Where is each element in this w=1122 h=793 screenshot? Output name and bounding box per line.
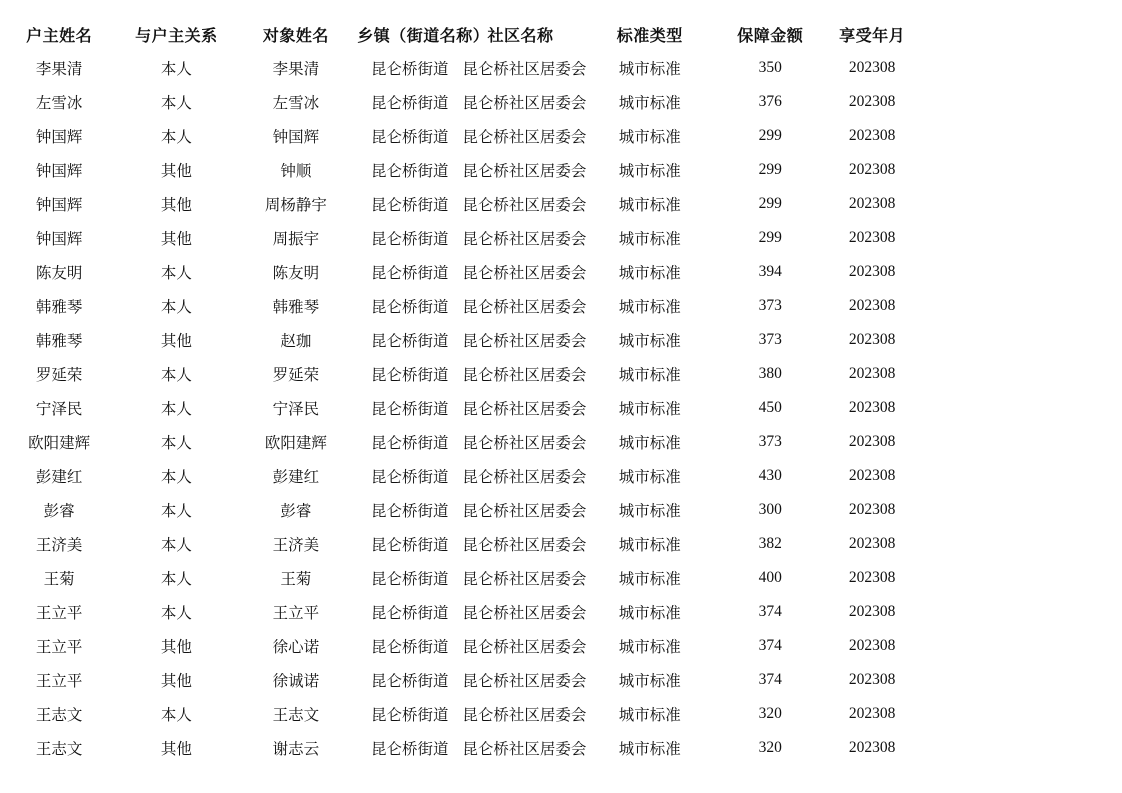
relation-cell: 本人 (160, 536, 192, 554)
amount-cell: 300 (758, 501, 782, 518)
relation-cell: 本人 (160, 366, 192, 384)
subdistrict-cell: 昆仑桥街道 (371, 570, 449, 588)
community-cell: 昆仑桥社区居委会 (462, 536, 587, 554)
header-householder-name: 户主姓名 (26, 25, 93, 45)
community-cell: 昆仑桥社区居委会 (462, 604, 587, 622)
standard-type-cell: 城市标准 (618, 94, 681, 112)
recipient-name-cell: 王立平 (272, 604, 320, 622)
standard-type-cell: 城市标准 (618, 400, 681, 418)
community-cell: 昆仑桥社区居委会 (462, 502, 587, 520)
relation-cell: 其他 (160, 740, 192, 758)
standard-type-cell: 城市标准 (618, 672, 681, 690)
standard-type-cell: 城市标准 (618, 570, 681, 588)
householder-name-cell: 王志文 (35, 740, 83, 758)
amount-cell: 380 (758, 365, 782, 382)
subdistrict-cell: 昆仑桥街道 (371, 706, 449, 724)
header-amount: 保障金额 (737, 25, 804, 45)
relation-cell: 本人 (160, 468, 192, 486)
relation-cell: 本人 (160, 94, 192, 112)
amount-cell: 400 (758, 569, 782, 586)
relation-cell: 本人 (160, 604, 192, 622)
header-standard-type: 标准类型 (616, 25, 683, 45)
standard-type-cell: 城市标准 (618, 434, 681, 452)
subdistrict-cell: 昆仑桥街道 (371, 332, 449, 350)
householder-name-cell: 宁泽民 (35, 400, 83, 418)
benefit-month-cell: 202308 (848, 229, 896, 246)
benefit-month-cell: 202308 (848, 535, 896, 552)
table-row (0, 527, 1030, 561)
table-row (0, 459, 1030, 493)
benefit-month-cell: 202308 (848, 263, 896, 280)
community-cell: 昆仑桥社区居委会 (462, 672, 587, 690)
recipient-name-cell: 周杨静宇 (264, 196, 327, 214)
recipient-name-cell: 王济美 (272, 536, 320, 554)
subdistrict-cell: 昆仑桥街道 (371, 264, 449, 282)
amount-cell: 374 (758, 603, 782, 620)
community-cell: 昆仑桥社区居委会 (462, 332, 587, 350)
amount-cell: 299 (758, 195, 782, 212)
subdistrict-cell: 昆仑桥街道 (371, 672, 449, 690)
table-row (0, 595, 1030, 629)
table-row (0, 391, 1030, 425)
amount-cell: 373 (758, 297, 782, 314)
householder-name-cell: 欧阳建辉 (28, 434, 91, 452)
recipient-name-cell: 陈友明 (272, 264, 320, 282)
subdistrict-cell: 昆仑桥街道 (371, 366, 449, 384)
recipient-name-cell: 左雪冰 (272, 94, 320, 112)
community-cell: 昆仑桥社区居委会 (462, 434, 587, 452)
benefit-month-cell: 202308 (848, 433, 896, 450)
table-row (0, 323, 1030, 357)
community-cell: 昆仑桥社区居委会 (462, 196, 587, 214)
table-row (0, 119, 1030, 153)
amount-cell: 320 (758, 705, 782, 722)
amount-cell: 373 (758, 433, 782, 450)
amount-cell: 430 (758, 467, 782, 484)
recipient-name-cell: 宁泽民 (272, 400, 320, 418)
benefit-month-cell: 202308 (848, 705, 896, 722)
benefit-month-cell: 202308 (848, 637, 896, 654)
community-cell: 昆仑桥社区居委会 (462, 740, 587, 758)
header-community: 社区名称 (487, 25, 554, 45)
recipient-name-cell: 韩雅琴 (272, 298, 320, 316)
householder-name-cell: 王志文 (35, 706, 83, 724)
amount-cell: 350 (758, 59, 782, 76)
amount-cell: 450 (758, 399, 782, 416)
standard-type-cell: 城市标准 (618, 468, 681, 486)
amount-cell: 374 (758, 637, 782, 654)
standard-type-cell: 城市标准 (618, 536, 681, 554)
recipient-name-cell: 徐诚诺 (272, 672, 320, 690)
table-row (0, 153, 1030, 187)
amount-cell: 299 (758, 229, 782, 246)
recipient-name-cell: 赵珈 (280, 332, 312, 350)
amount-cell: 382 (758, 535, 782, 552)
subdistrict-cell: 昆仑桥街道 (371, 638, 449, 656)
benefit-month-cell: 202308 (848, 501, 896, 518)
benefit-month-cell: 202308 (848, 127, 896, 144)
standard-type-cell: 城市标准 (618, 298, 681, 316)
standard-type-cell: 城市标准 (618, 502, 681, 520)
householder-name-cell: 韩雅琴 (35, 332, 83, 350)
householder-name-cell: 王立平 (35, 638, 83, 656)
subdistrict-cell: 昆仑桥街道 (371, 230, 449, 248)
table-row (0, 255, 1030, 289)
subdistrict-cell: 昆仑桥街道 (371, 400, 449, 418)
benefit-roster-table (0, 17, 1030, 765)
householder-name-cell: 王立平 (35, 672, 83, 690)
relation-cell: 本人 (160, 706, 192, 724)
amount-cell: 299 (758, 127, 782, 144)
householder-name-cell: 钟国辉 (35, 230, 83, 248)
relation-cell: 本人 (160, 60, 192, 78)
subdistrict-cell: 昆仑桥街道 (371, 128, 449, 146)
benefit-month-cell: 202308 (848, 297, 896, 314)
benefit-month-cell: 202308 (848, 161, 896, 178)
community-cell: 昆仑桥社区居委会 (462, 468, 587, 486)
benefit-month-cell: 202308 (848, 93, 896, 110)
community-cell: 昆仑桥社区居委会 (462, 706, 587, 724)
householder-name-cell: 陈友明 (35, 264, 83, 282)
subdistrict-cell: 昆仑桥街道 (371, 60, 449, 78)
recipient-name-cell: 谢志云 (272, 740, 320, 758)
subdistrict-cell: 昆仑桥街道 (371, 434, 449, 452)
standard-type-cell: 城市标准 (618, 60, 681, 78)
table-row (0, 357, 1030, 391)
table-row (0, 731, 1030, 765)
benefit-month-cell: 202308 (848, 739, 896, 756)
relation-cell: 其他 (160, 230, 192, 248)
table-row (0, 85, 1030, 119)
community-cell: 昆仑桥社区居委会 (462, 570, 587, 588)
householder-name-cell: 钟国辉 (35, 128, 83, 146)
subdistrict-cell: 昆仑桥街道 (371, 94, 449, 112)
recipient-name-cell: 周振宇 (272, 230, 320, 248)
relation-cell: 其他 (160, 162, 192, 180)
relation-cell: 其他 (160, 196, 192, 214)
householder-name-cell: 李果清 (35, 60, 83, 78)
recipient-name-cell: 钟顺 (280, 162, 312, 180)
standard-type-cell: 城市标准 (618, 740, 681, 758)
recipient-name-cell: 彭建红 (272, 468, 320, 486)
standard-type-cell: 城市标准 (618, 706, 681, 724)
table-row (0, 663, 1030, 697)
amount-cell: 299 (758, 161, 782, 178)
table-row (0, 187, 1030, 221)
standard-type-cell: 城市标准 (618, 128, 681, 146)
table-body (0, 51, 1030, 765)
recipient-name-cell: 王志文 (272, 706, 320, 724)
relation-cell: 本人 (160, 128, 192, 146)
recipient-name-cell: 欧阳建辉 (264, 434, 327, 452)
subdistrict-cell: 昆仑桥街道 (371, 298, 449, 316)
benefit-month-cell: 202308 (848, 399, 896, 416)
householder-name-cell: 罗延荣 (35, 366, 83, 384)
benefit-month-cell: 202308 (848, 331, 896, 348)
header-benefit-month: 享受年月 (839, 25, 906, 45)
community-cell: 昆仑桥社区居委会 (462, 298, 587, 316)
amount-cell: 376 (758, 93, 782, 110)
benefit-month-cell: 202308 (848, 671, 896, 688)
amount-cell: 374 (758, 671, 782, 688)
header-recipient-name: 对象姓名 (262, 25, 329, 45)
standard-type-cell: 城市标准 (618, 366, 681, 384)
relation-cell: 其他 (160, 332, 192, 350)
table-row (0, 221, 1030, 255)
table-row (0, 697, 1030, 731)
subdistrict-cell: 昆仑桥街道 (371, 536, 449, 554)
standard-type-cell: 城市标准 (618, 332, 681, 350)
community-cell: 昆仑桥社区居委会 (462, 162, 587, 180)
community-cell: 昆仑桥社区居委会 (462, 400, 587, 418)
relation-cell: 其他 (160, 638, 192, 656)
benefit-month-cell: 202308 (848, 603, 896, 620)
benefit-month-cell: 202308 (848, 467, 896, 484)
benefit-month-cell: 202308 (848, 195, 896, 212)
table-header-row (0, 17, 1030, 51)
benefit-month-cell: 202308 (848, 59, 896, 76)
amount-cell: 320 (758, 739, 782, 756)
community-cell: 昆仑桥社区居委会 (462, 230, 587, 248)
subdistrict-cell: 昆仑桥街道 (371, 468, 449, 486)
benefit-month-cell: 202308 (848, 365, 896, 382)
relation-cell: 本人 (160, 570, 192, 588)
recipient-name-cell: 徐心诺 (272, 638, 320, 656)
standard-type-cell: 城市标准 (618, 230, 681, 248)
householder-name-cell: 左雪冰 (35, 94, 83, 112)
relation-cell: 本人 (160, 400, 192, 418)
table-row (0, 561, 1030, 595)
table-row (0, 629, 1030, 663)
amount-cell: 394 (758, 263, 782, 280)
householder-name-cell: 王立平 (35, 604, 83, 622)
recipient-name-cell: 钟国辉 (272, 128, 320, 146)
community-cell: 昆仑桥社区居委会 (462, 60, 587, 78)
recipient-name-cell: 王菊 (280, 570, 312, 588)
householder-name-cell: 王济美 (35, 536, 83, 554)
table-row (0, 425, 1030, 459)
householder-name-cell: 彭睿 (43, 502, 75, 520)
relation-cell: 其他 (160, 672, 192, 690)
table-row (0, 493, 1030, 527)
community-cell: 昆仑桥社区居委会 (462, 638, 587, 656)
relation-cell: 本人 (160, 264, 192, 282)
recipient-name-cell: 罗延荣 (272, 366, 320, 384)
standard-type-cell: 城市标准 (618, 638, 681, 656)
amount-cell: 373 (758, 331, 782, 348)
householder-name-cell: 彭建红 (35, 468, 83, 486)
community-cell: 昆仑桥社区居委会 (462, 128, 587, 146)
householder-name-cell: 韩雅琴 (35, 298, 83, 316)
header-relation: 与户主关系 (135, 25, 218, 45)
householder-name-cell: 钟国辉 (35, 162, 83, 180)
community-cell: 昆仑桥社区居委会 (462, 264, 587, 282)
relation-cell: 本人 (160, 298, 192, 316)
standard-type-cell: 城市标准 (618, 196, 681, 214)
community-cell: 昆仑桥社区居委会 (462, 94, 587, 112)
table-row (0, 51, 1030, 85)
recipient-name-cell: 彭睿 (280, 502, 312, 520)
subdistrict-cell: 昆仑桥街道 (371, 740, 449, 758)
subdistrict-cell: 昆仑桥街道 (371, 502, 449, 520)
relation-cell: 本人 (160, 502, 192, 520)
standard-type-cell: 城市标准 (618, 264, 681, 282)
subdistrict-cell: 昆仑桥街道 (371, 604, 449, 622)
table-row (0, 289, 1030, 323)
header-subdistrict: 乡镇（街道名称） (357, 25, 490, 45)
householder-name-cell: 钟国辉 (35, 196, 83, 214)
householder-name-cell: 王菊 (43, 570, 75, 588)
standard-type-cell: 城市标准 (618, 604, 681, 622)
benefit-month-cell: 202308 (848, 569, 896, 586)
relation-cell: 本人 (160, 434, 192, 452)
community-cell: 昆仑桥社区居委会 (462, 366, 587, 384)
subdistrict-cell: 昆仑桥街道 (371, 196, 449, 214)
subdistrict-cell: 昆仑桥街道 (371, 162, 449, 180)
standard-type-cell: 城市标准 (618, 162, 681, 180)
recipient-name-cell: 李果清 (272, 60, 320, 78)
